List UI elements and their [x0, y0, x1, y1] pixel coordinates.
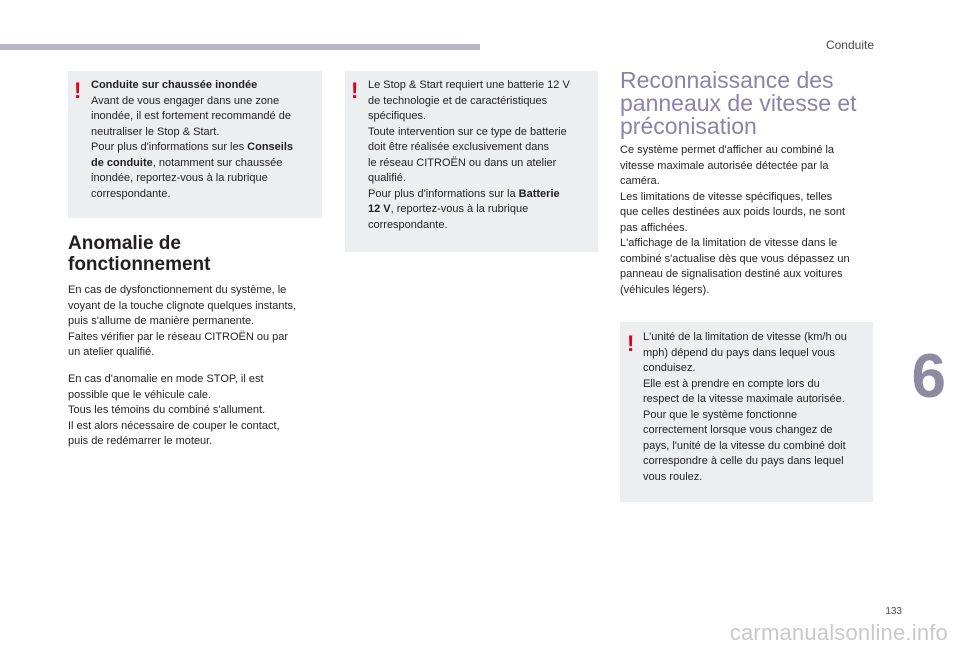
- text-line: neutraliser le Stop & Start.: [91, 125, 220, 138]
- text-line: puis de redémarrer le moteur.: [68, 435, 213, 447]
- text-line: Ce système permet d'afficher au combiné la: [620, 144, 835, 156]
- text-line: Les limitations de vitesse spécifiques, telles: [620, 190, 833, 203]
- text-line: de technologie et de caractéristiques: [368, 94, 548, 107]
- text-line: mph) dépend du pays dans lequel vous: [643, 346, 836, 359]
- text-line: combiné s'actualise dès que vous dépassez un: [620, 252, 850, 265]
- warning-text-flooded-road: [91, 78, 319, 202]
- text-line: vous roulez.: [643, 470, 703, 483]
- text-line: voyant de la touche clignote quelques instants,: [68, 299, 297, 312]
- heading-anomaly: Anomalie de fonctionnement: [68, 233, 211, 275]
- text-line: Tous les témoins du combiné s'allument.: [68, 404, 266, 416]
- text-line: L'affichage de la limitation de vitesse dans le: [620, 237, 838, 249]
- paragraph-speed-recognition: [620, 143, 880, 298]
- text-line: possible que le véhicule cale.: [68, 388, 212, 401]
- text-line: conduisez.: [643, 362, 696, 374]
- text-line: correctement lorsque vous changez de: [643, 424, 833, 436]
- text-line: Pour plus d'informations sur les Conseils: [91, 141, 294, 153]
- text-line: inondée, il est fortement recommandé de: [91, 110, 291, 122]
- text-line: Il est alors nécessaire de couper le contact,: [68, 419, 280, 432]
- text-line: correspondre à celle du pays dans lequel: [643, 455, 844, 467]
- text-line: 12 V, reportez-vous à la rubrique: [368, 203, 529, 215]
- text-line: Elle est à prendre en compte lors du: [643, 377, 820, 390]
- text-line: Faites vérifier par le réseau CITROËN ou par: [68, 330, 289, 343]
- text-line: respect de la vitesse maximale autorisée.: [643, 393, 845, 405]
- text-line: Pour que le système fonctionne: [643, 408, 798, 421]
- text-line: correspondante.: [91, 187, 171, 200]
- heading-speed-recognition: Reconnaissance des panneaux de vitesse et préconisation: [620, 67, 857, 139]
- section-title: Conduite: [825, 38, 874, 52]
- text-line: panneau de signalisation destiné aux voitures: [620, 268, 843, 280]
- warning-title: Conduite sur chaussée inondée: [91, 79, 258, 91]
- text-line: pays, l'unité de la vitesse du combiné doit: [643, 439, 846, 452]
- text-line: le réseau CITROËN ou dans un atelier: [368, 156, 557, 169]
- text-line: qualifié.: [368, 172, 406, 184]
- watermark: carmanualsonline.info: [729, 620, 948, 645]
- exclamation-icon: !: [74, 78, 82, 103]
- text-line: que celles destinées aux poids lourds, ne sont: [620, 206, 846, 218]
- chapter-number: 6: [911, 342, 946, 411]
- text-line: Le Stop & Start requiert une batterie 12 V: [368, 79, 570, 91]
- text-line: Avant de vous engager dans une zone: [91, 94, 280, 107]
- text-line: caméra.: [620, 175, 660, 187]
- paragraph-anomaly-1: [68, 283, 328, 361]
- text-line: de conduite, notamment sur chaussée: [91, 156, 283, 169]
- page-number: 133: [885, 606, 902, 617]
- warning-text-speed-unit: [643, 330, 871, 485]
- text-line: pas affichées.: [620, 221, 688, 234]
- text-line: (véhicules légers).: [620, 283, 710, 296]
- text-line: inondée, reportez-vous à la rubrique: [91, 172, 268, 184]
- exclamation-icon: !: [627, 331, 635, 356]
- text-line: doit être réalisée exclusivement dans: [368, 141, 549, 153]
- exclamation-icon: !: [351, 78, 359, 103]
- text-line: spécifiques.: [368, 110, 427, 122]
- text-line: En cas d'anomalie en mode STOP, il est: [68, 373, 264, 385]
- text-line: vitesse maximale autorisée détectée par la: [620, 159, 829, 172]
- text-line: L'unité de la limitation de vitesse (km/h ou: [643, 331, 847, 343]
- text-line: puis s'allume de manière permanente.: [68, 315, 255, 327]
- text-line: correspondante.: [368, 218, 448, 231]
- text-line: Pour plus d'informations sur la Batterie: [368, 187, 560, 200]
- text-line: Toute intervention sur ce type de batterie: [368, 125, 567, 138]
- text-line: un atelier qualifié.: [68, 346, 155, 358]
- paragraph-anomaly-2: [68, 372, 328, 450]
- header-bar: [0, 44, 480, 50]
- text-line: En cas de dysfonctionnement du système, le: [68, 284, 287, 296]
- warning-text-battery: [368, 78, 594, 233]
